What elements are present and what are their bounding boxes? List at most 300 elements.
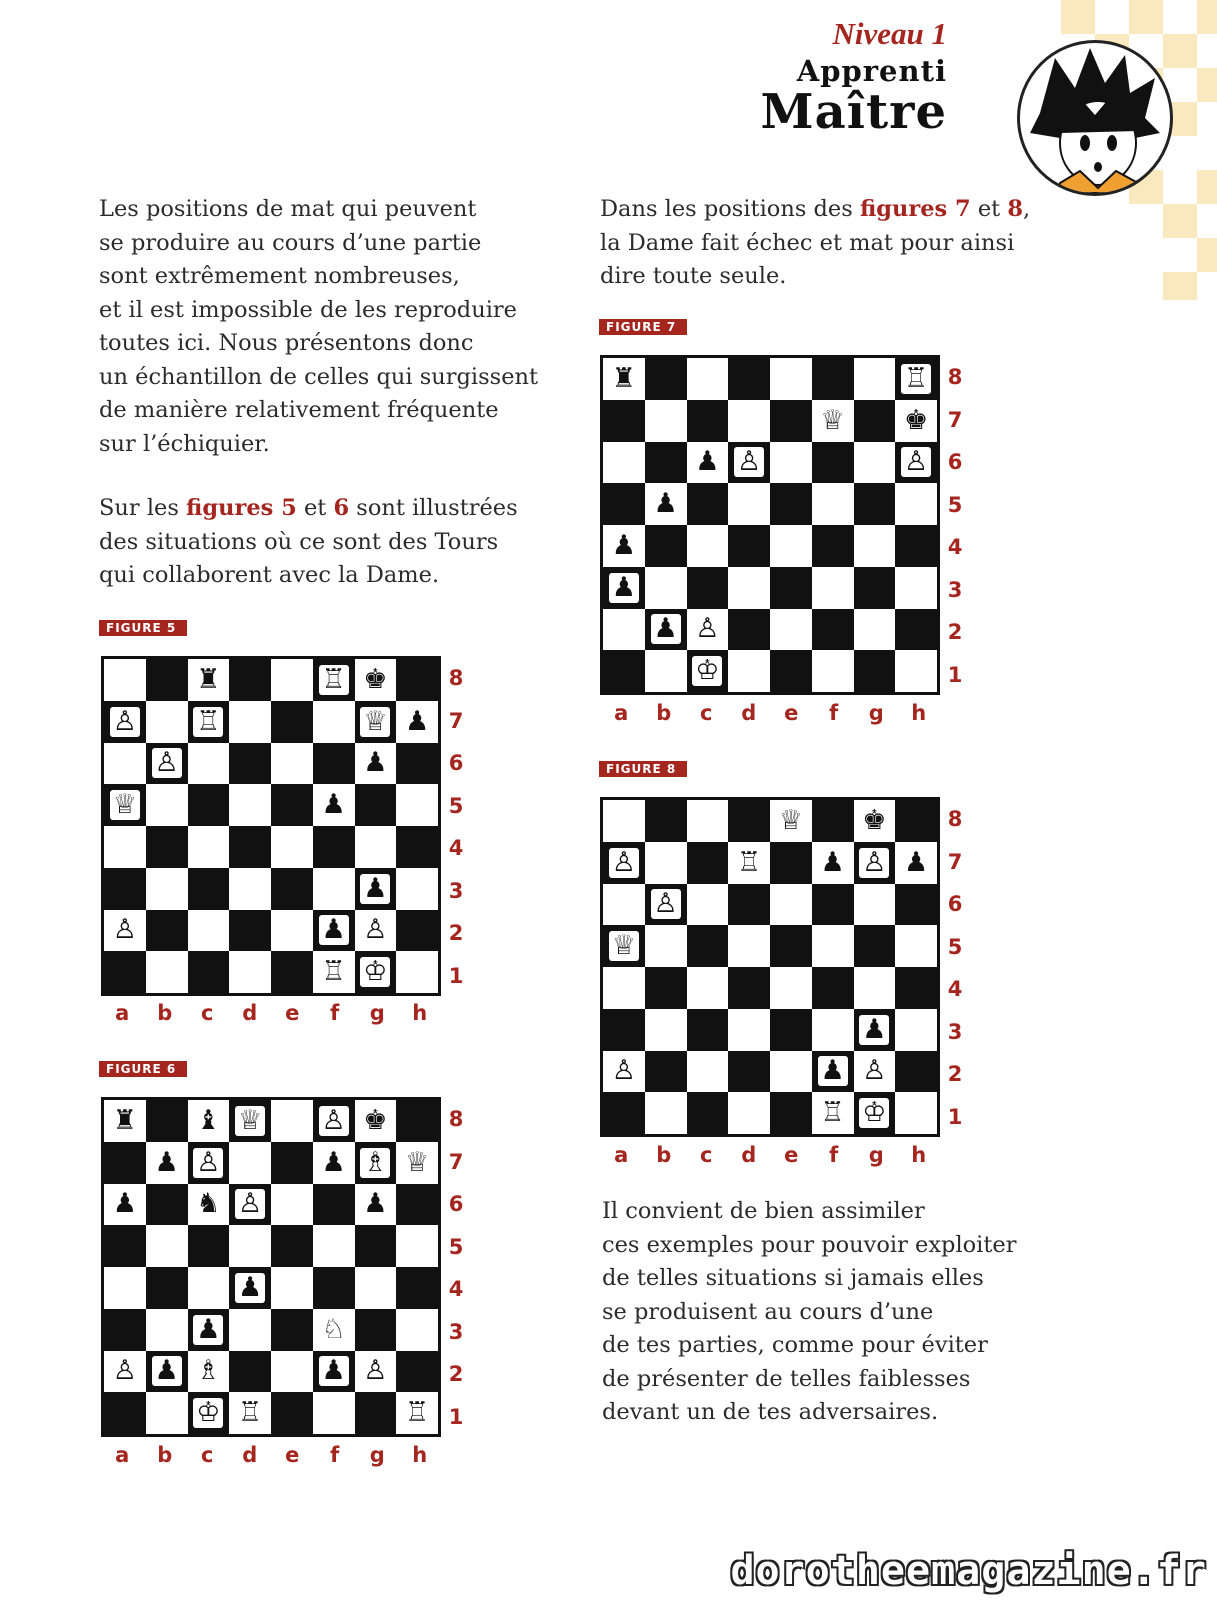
board-square-h8 <box>895 358 937 400</box>
board-square-d7 <box>229 701 271 743</box>
file-label: e <box>285 1443 300 1467</box>
white-pawn-icon: ♙ <box>193 1148 223 1178</box>
board-square-d6 <box>229 1184 271 1226</box>
board-square-c5 <box>188 784 230 826</box>
board-square-d2 <box>728 1051 770 1093</box>
board-square-a1 <box>104 1392 146 1434</box>
file-label: e <box>784 1143 799 1167</box>
rank-label: 5 <box>947 492 963 517</box>
file-label: h <box>911 701 927 725</box>
white-pawn-icon: ♙ <box>110 915 140 945</box>
white-bishop-icon: ♗ <box>193 1356 223 1386</box>
board-square-a3 <box>603 1009 645 1051</box>
board-square-e1 <box>770 650 812 692</box>
board-square-c2 <box>687 1051 729 1093</box>
rank-label: 1 <box>947 1104 963 1129</box>
white-rook-icon: ♖ <box>734 848 764 878</box>
board-square-g4 <box>854 967 896 1009</box>
text-run: Sur les <box>99 495 187 521</box>
white-queen-icon: ♕ <box>818 406 848 436</box>
rank-label: 5 <box>947 934 963 959</box>
conclusion-line: de présenter de telles faiblesses <box>602 1365 971 1392</box>
rank-label: 8 <box>947 365 963 389</box>
board-square-f5 <box>313 1225 355 1267</box>
board-square-e3 <box>770 567 812 609</box>
white-queen-icon: ♕ <box>110 790 140 820</box>
rank-label: 6 <box>448 1192 464 1216</box>
board-square-g7 <box>854 842 896 884</box>
file-label: b <box>157 1001 173 1025</box>
board-square-g7 <box>854 400 896 442</box>
rank-label: 1 <box>448 1404 464 1429</box>
file-labels-figure-7 <box>600 701 940 731</box>
board-square-g1 <box>854 650 896 692</box>
board-square-b4 <box>645 967 687 1009</box>
black-pawn-icon: ♟ <box>360 874 390 904</box>
white-queen-icon: ♕ <box>235 1106 265 1136</box>
figures-7-8-paragraph <box>600 193 1030 294</box>
white-pawn-icon: ♙ <box>360 915 390 945</box>
board-square-d5 <box>728 483 770 525</box>
board-square-f1 <box>313 951 355 993</box>
board-square-f4 <box>812 967 854 1009</box>
file-label: c <box>201 1443 214 1467</box>
rank-label: 2 <box>947 620 963 644</box>
black-rook-icon: ♜ <box>193 665 223 695</box>
board-square-c6 <box>188 1184 230 1226</box>
board-square-g2 <box>355 910 397 952</box>
board-square-d8 <box>229 1100 271 1142</box>
board-square-c6 <box>687 884 729 926</box>
board-square-d4 <box>728 525 770 567</box>
board-square-g3 <box>854 567 896 609</box>
white-pawn-icon: ♙ <box>110 707 140 737</box>
rank-label: 6 <box>947 892 963 916</box>
board-square-e5 <box>271 784 313 826</box>
white-pawn-icon: ♙ <box>901 447 931 477</box>
board-square-c6 <box>687 442 729 484</box>
board-square-g8 <box>355 1100 397 1142</box>
board-square-d2 <box>728 609 770 651</box>
board-square-c2 <box>188 1351 230 1393</box>
board-square-a2 <box>104 910 146 952</box>
black-king-icon: ♚ <box>360 1106 390 1136</box>
board-square-f3 <box>812 1009 854 1051</box>
board-square-b7 <box>645 842 687 884</box>
board-grid <box>104 1100 438 1434</box>
board-square-c3 <box>687 567 729 609</box>
board-square-h6 <box>396 1184 438 1226</box>
text-run: sont illustrées <box>349 495 518 521</box>
board-square-b8 <box>146 1100 188 1142</box>
board-grid <box>603 358 937 692</box>
rank-label: 4 <box>448 1277 464 1301</box>
file-labels-figure-6 <box>101 1443 441 1473</box>
board-square-e7 <box>770 842 812 884</box>
file-label: f <box>829 701 839 725</box>
chessboard-figure-8 <box>600 797 940 1137</box>
rank-label: 5 <box>448 793 464 818</box>
white-king-icon: ♔ <box>360 957 390 987</box>
board-square-a7 <box>603 400 645 442</box>
board-square-e8 <box>770 358 812 400</box>
board-square-b7 <box>146 701 188 743</box>
file-label: d <box>242 1443 258 1467</box>
board-square-g1 <box>355 1392 397 1434</box>
board-square-e7 <box>770 400 812 442</box>
black-bishop-icon: ♝ <box>193 1106 223 1136</box>
white-pawn-icon: ♙ <box>110 1356 140 1386</box>
board-square-c3 <box>188 868 230 910</box>
board-square-b4 <box>146 1267 188 1309</box>
black-pawn-icon: ♟ <box>319 1356 349 1386</box>
board-square-e6 <box>770 884 812 926</box>
file-label: b <box>157 1443 173 1467</box>
board-square-g6 <box>854 884 896 926</box>
board-square-d1 <box>728 1092 770 1134</box>
file-label: d <box>741 1143 757 1167</box>
board-square-f7 <box>313 1142 355 1184</box>
board-square-d6 <box>728 884 770 926</box>
board-square-f7 <box>313 701 355 743</box>
black-pawn-icon: ♟ <box>609 573 639 603</box>
board-square-f1 <box>313 1392 355 1434</box>
figure-ref: 6 <box>333 495 350 521</box>
board-square-a2 <box>603 609 645 651</box>
board-square-g4 <box>355 1267 397 1309</box>
board-square-h3 <box>895 567 937 609</box>
board-square-h2 <box>396 910 438 952</box>
board-square-h1 <box>895 1092 937 1134</box>
conclusion-line: ces exemples pour pouvoir exploiter <box>602 1231 1017 1258</box>
board-square-d1 <box>728 650 770 692</box>
conclusion-paragraph <box>602 1195 1017 1430</box>
chessboard-figure-5 <box>101 656 441 996</box>
board-square-h6 <box>396 743 438 785</box>
board-square-b5 <box>146 784 188 826</box>
board-square-a1 <box>104 951 146 993</box>
board-square-d1 <box>229 951 271 993</box>
board-square-f3 <box>812 567 854 609</box>
board-square-a1 <box>603 1092 645 1134</box>
board-square-b2 <box>645 609 687 651</box>
file-label: b <box>656 701 672 725</box>
board-square-e8 <box>271 659 313 701</box>
board-square-h1 <box>396 951 438 993</box>
chessboard-figure-6 <box>101 1097 441 1437</box>
board-square-b6 <box>645 442 687 484</box>
file-label: f <box>330 1443 340 1467</box>
black-pawn-icon: ♟ <box>901 848 931 878</box>
conclusion-line: devant un de tes adversaires. <box>602 1399 939 1425</box>
white-rook-icon: ♖ <box>235 1398 265 1428</box>
figures-7-8-line <box>600 193 1030 227</box>
board-square-g5 <box>854 483 896 525</box>
board-square-g5 <box>854 925 896 967</box>
black-pawn-icon: ♟ <box>319 915 349 945</box>
conclusion-line: se produisent au cours d’une <box>602 1298 934 1325</box>
board-square-d5 <box>728 925 770 967</box>
board-square-c2 <box>687 609 729 651</box>
board-square-h1 <box>895 650 937 692</box>
board-square-e8 <box>770 800 812 842</box>
figure-ref: figures 5 <box>186 495 297 521</box>
board-square-g6 <box>355 743 397 785</box>
board-square-a7 <box>104 1142 146 1184</box>
board-square-f6 <box>812 442 854 484</box>
figures-5-6-line <box>99 492 518 526</box>
black-knight-icon: ♞ <box>193 1189 223 1219</box>
rank-label: 3 <box>448 878 464 903</box>
board-square-e7 <box>271 701 313 743</box>
board-square-c7 <box>687 842 729 884</box>
board-square-f8 <box>812 800 854 842</box>
board-square-h8 <box>895 800 937 842</box>
board-square-f8 <box>313 659 355 701</box>
board-square-h5 <box>895 483 937 525</box>
file-label: e <box>784 701 799 725</box>
board-square-a8 <box>603 800 645 842</box>
rank-label: 2 <box>448 921 464 945</box>
white-rook-icon: ♖ <box>319 957 349 987</box>
file-label: d <box>242 1001 258 1025</box>
white-rook-icon: ♖ <box>901 364 931 394</box>
board-square-d7 <box>728 400 770 442</box>
rank-label: 4 <box>947 535 963 559</box>
board-square-f6 <box>812 884 854 926</box>
black-pawn-icon: ♟ <box>319 790 349 820</box>
white-bishop-icon: ♗ <box>360 1148 390 1178</box>
figures-7-8-line: dire toute seule. <box>600 263 787 289</box>
board-square-f5 <box>812 925 854 967</box>
board-square-e6 <box>770 442 812 484</box>
board-square-h7 <box>895 400 937 442</box>
board-square-g7 <box>355 1142 397 1184</box>
board-square-b6 <box>146 1184 188 1226</box>
board-square-g4 <box>854 525 896 567</box>
rank-label: 7 <box>448 1149 464 1174</box>
rank-label: 2 <box>947 1062 963 1086</box>
black-pawn-icon: ♟ <box>692 447 722 477</box>
board-square-g3 <box>854 1009 896 1051</box>
board-square-g3 <box>355 1309 397 1351</box>
white-pawn-icon: ♙ <box>609 848 639 878</box>
board-square-f7 <box>812 400 854 442</box>
black-pawn-icon: ♟ <box>235 1273 265 1303</box>
board-square-c3 <box>687 1009 729 1051</box>
board-square-a7 <box>603 842 645 884</box>
file-labels-figure-8 <box>600 1143 940 1173</box>
board-square-e5 <box>770 483 812 525</box>
board-square-b5 <box>645 925 687 967</box>
level-header <box>760 16 947 141</box>
board-square-f2 <box>313 910 355 952</box>
file-label: g <box>369 1001 385 1025</box>
board-square-a8 <box>603 358 645 400</box>
black-king-icon: ♚ <box>901 406 931 436</box>
board-square-e2 <box>770 1051 812 1093</box>
rank-label: 4 <box>448 836 464 860</box>
black-pawn-icon: ♟ <box>152 1148 182 1178</box>
board-square-f6 <box>313 1184 355 1226</box>
file-label: c <box>700 701 713 725</box>
board-square-h2 <box>396 1351 438 1393</box>
level-number: Niveau 1 <box>832 16 947 51</box>
board-square-h8 <box>396 659 438 701</box>
board-square-e5 <box>770 925 812 967</box>
board-square-g6 <box>355 1184 397 1226</box>
board-square-g4 <box>355 826 397 868</box>
board-square-h6 <box>895 884 937 926</box>
black-rook-icon: ♜ <box>609 364 639 394</box>
white-knight-icon: ♘ <box>319 1315 349 1345</box>
file-label: b <box>656 1143 672 1167</box>
file-label: a <box>115 1001 130 1025</box>
board-square-c5 <box>687 925 729 967</box>
figure-5-label: FIGURE 5 <box>99 620 187 636</box>
board-square-b1 <box>146 1392 188 1434</box>
white-pawn-icon: ♙ <box>609 1056 639 1086</box>
rank-label: 6 <box>947 450 963 474</box>
board-square-f3 <box>313 1309 355 1351</box>
board-square-f8 <box>313 1100 355 1142</box>
board-square-c4 <box>188 1267 230 1309</box>
board-square-h4 <box>396 826 438 868</box>
board-square-d3 <box>728 1009 770 1051</box>
figure-7-label: FIGURE 7 <box>599 319 687 335</box>
file-label: g <box>868 701 884 725</box>
rank-labels-figure-8 <box>940 797 970 1137</box>
board-square-d3 <box>229 1309 271 1351</box>
board-square-h4 <box>895 967 937 1009</box>
conclusion-line: de tes parties, comme pour éviter <box>602 1332 988 1358</box>
chessboard-figure-7 <box>600 355 940 695</box>
figures-7-8-line: la Dame fait échec et mat pour ainsi <box>600 229 1015 256</box>
black-pawn-icon: ♟ <box>859 1015 889 1045</box>
board-square-f1 <box>812 650 854 692</box>
board-square-f5 <box>812 483 854 525</box>
file-label: f <box>330 1001 340 1025</box>
board-square-b2 <box>645 1051 687 1093</box>
board-square-a3 <box>104 868 146 910</box>
rank-label: 3 <box>947 1019 963 1044</box>
rank-label: 7 <box>947 849 963 874</box>
board-square-b3 <box>645 1009 687 1051</box>
board-square-c5 <box>188 1225 230 1267</box>
board-square-d4 <box>229 1267 271 1309</box>
board-square-b2 <box>146 1351 188 1393</box>
board-square-g8 <box>355 659 397 701</box>
board-square-c6 <box>188 743 230 785</box>
white-pawn-icon: ♙ <box>360 1356 390 1386</box>
character-avatar <box>1017 40 1173 196</box>
board-square-h5 <box>396 1225 438 1267</box>
board-square-a7 <box>104 701 146 743</box>
text-run: et <box>296 495 334 521</box>
board-square-g8 <box>854 800 896 842</box>
board-square-a5 <box>603 925 645 967</box>
board-square-a8 <box>104 659 146 701</box>
board-square-d2 <box>229 910 271 952</box>
board-square-e6 <box>271 1184 313 1226</box>
board-square-d7 <box>229 1142 271 1184</box>
board-square-c7 <box>188 701 230 743</box>
board-square-h8 <box>396 1100 438 1142</box>
black-pawn-icon: ♟ <box>360 1189 390 1219</box>
board-square-a5 <box>603 483 645 525</box>
board-square-e3 <box>770 1009 812 1051</box>
board-square-h4 <box>895 525 937 567</box>
file-label: h <box>911 1143 927 1167</box>
board-square-b4 <box>146 826 188 868</box>
rank-label: 2 <box>448 1362 464 1386</box>
figures-5-6-line: des situations où ce sont des Tours <box>99 528 499 555</box>
level-title-maitre: Maître <box>760 84 947 141</box>
intro-paragraph <box>99 193 538 461</box>
board-square-c2 <box>188 910 230 952</box>
board-square-h6 <box>895 442 937 484</box>
black-pawn-icon: ♟ <box>193 1315 223 1345</box>
board-square-f1 <box>812 1092 854 1134</box>
board-square-e5 <box>271 1225 313 1267</box>
board-square-c4 <box>188 826 230 868</box>
board-square-c5 <box>687 483 729 525</box>
black-pawn-icon: ♟ <box>651 614 681 644</box>
board-square-b3 <box>146 1309 188 1351</box>
board-square-h2 <box>895 1051 937 1093</box>
intro-line: Les positions de mat qui peuvent <box>99 196 477 222</box>
rank-labels-figure-5 <box>441 656 471 996</box>
board-square-e4 <box>770 967 812 1009</box>
rank-label: 3 <box>448 1319 464 1344</box>
board-square-d8 <box>728 358 770 400</box>
board-square-a6 <box>603 442 645 484</box>
rank-labels-figure-6 <box>441 1097 471 1437</box>
rank-label: 8 <box>947 807 963 831</box>
intro-line: un échantillon de celles qui surgissent <box>99 363 539 390</box>
rank-label: 5 <box>448 1234 464 1259</box>
board-square-b8 <box>645 800 687 842</box>
board-square-f2 <box>812 1051 854 1093</box>
board-square-b8 <box>645 358 687 400</box>
file-labels-figure-5 <box>101 1001 441 1031</box>
board-square-e4 <box>271 1267 313 1309</box>
board-square-a6 <box>603 884 645 926</box>
board-square-d1 <box>229 1392 271 1434</box>
board-square-d3 <box>229 868 271 910</box>
board-square-g2 <box>854 609 896 651</box>
level-title-apprenti: Apprenti <box>796 54 947 88</box>
board-square-a4 <box>603 967 645 1009</box>
site-watermark: dorotheemagazine.fr <box>730 1548 1207 1594</box>
board-square-c8 <box>188 659 230 701</box>
board-square-b1 <box>146 951 188 993</box>
white-pawn-icon: ♙ <box>859 1056 889 1086</box>
white-pawn-icon: ♙ <box>651 889 681 919</box>
board-square-h3 <box>396 868 438 910</box>
black-pawn-icon: ♟ <box>110 1189 140 1219</box>
board-square-a4 <box>104 1267 146 1309</box>
file-label: c <box>201 1001 214 1025</box>
board-square-e3 <box>271 1309 313 1351</box>
board-square-b8 <box>146 659 188 701</box>
intro-line: de manière relativement fréquente <box>99 397 499 423</box>
figures-5-6-paragraph <box>99 492 518 593</box>
text-run: et <box>970 196 1008 222</box>
white-rook-icon: ♖ <box>402 1398 432 1428</box>
board-square-d4 <box>728 967 770 1009</box>
board-square-d3 <box>728 567 770 609</box>
